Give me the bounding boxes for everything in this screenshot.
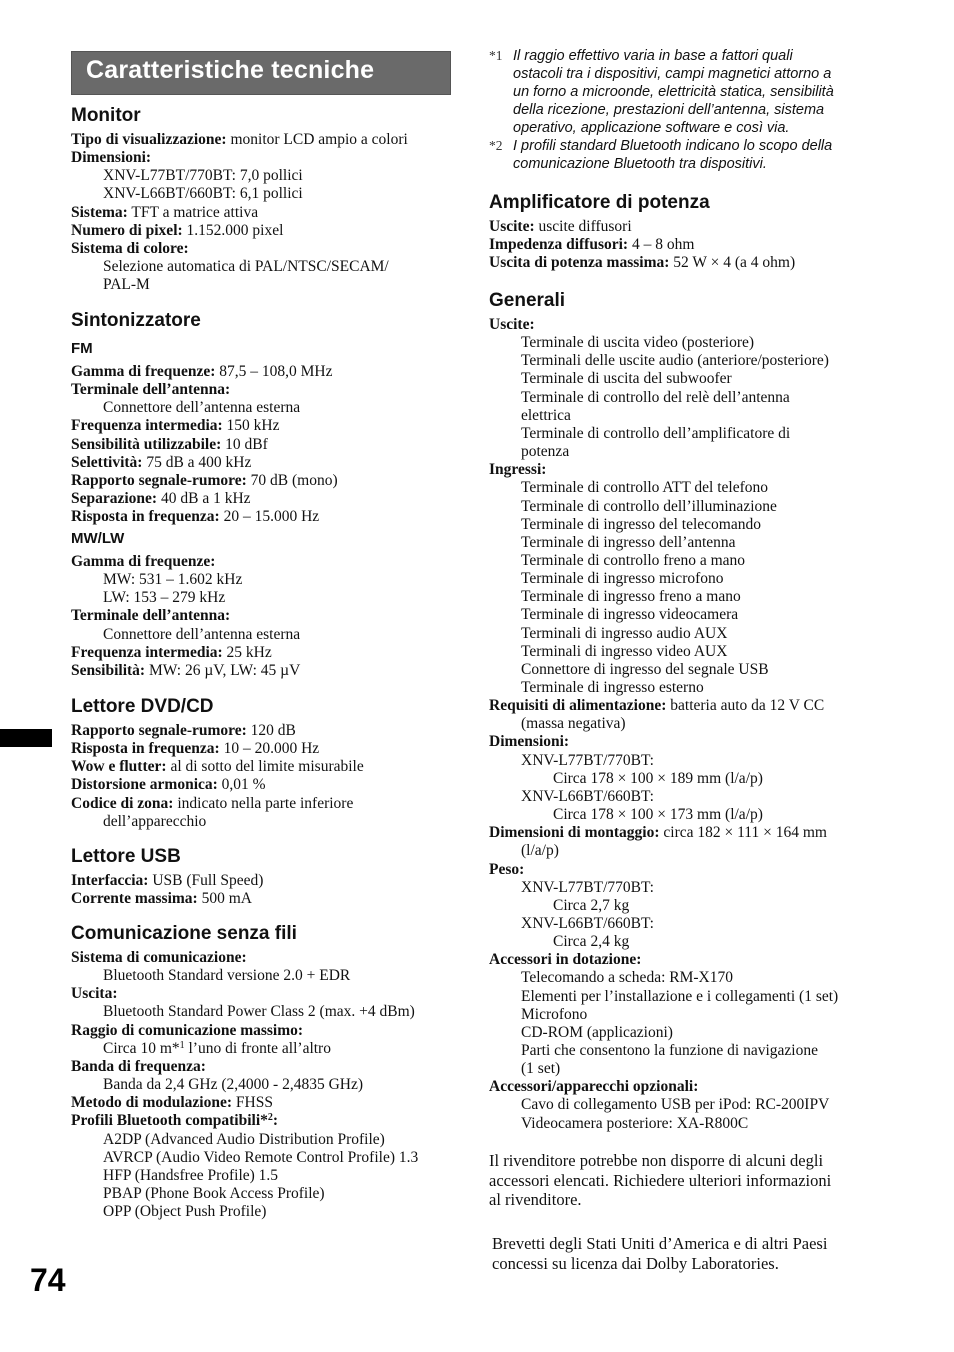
spec-row (521, 842, 559, 860)
spec-row (521, 969, 733, 987)
spec-value: dell’apparecchio (103, 812, 207, 830)
spec-row (71, 381, 230, 399)
spec-value: Connettore dell’antenna esterna (103, 625, 301, 643)
spec-value: Terminale di controllo ATT del telefono (521, 479, 768, 497)
spec-row (521, 334, 754, 352)
spec-row (103, 399, 300, 417)
footnote-marker: *2 (489, 138, 503, 153)
spec-value: al di sotto del limite misurabile (166, 758, 364, 776)
spec-label: Banda di frequenza: (71, 1057, 206, 1075)
spec-label: Separazione: (71, 490, 158, 508)
spec-row (521, 443, 569, 461)
spec-label: Impedenza diffusori: (489, 236, 629, 254)
spec-value: 500 mA (197, 890, 252, 908)
spec-row (71, 662, 300, 680)
spec-value: Cavo di collegamento USB per iPod: RC-200IPV (521, 1096, 830, 1114)
spec-row (71, 722, 296, 740)
spec-row (103, 967, 350, 985)
spec-label: Raggio di comunicazione massimo: (71, 1021, 304, 1039)
spec-row (521, 679, 704, 697)
spec-value: Terminale di ingresso microfono (521, 570, 724, 588)
spec-row (71, 508, 319, 526)
spec-row (521, 1115, 748, 1133)
heading-tuner: Sintonizzatore (71, 310, 201, 331)
spec-row (521, 425, 790, 443)
spec-label: Rapporto segnale-rumore: (71, 722, 247, 739)
spec-value: uscite diffusori (534, 218, 632, 235)
spec-value: Terminale di ingresso freno a mano (521, 588, 741, 606)
spec-value: XNV-L77BT/770BT: (521, 878, 654, 896)
spec-value: AVRCP (Audio Video Remote Control Profile) 1.3 (103, 1148, 419, 1166)
spec-label: Sensibilità utilizzabile: (71, 435, 222, 453)
spec-label: Wow e flutter: (71, 758, 167, 776)
spec-row (521, 988, 838, 1006)
spec-label: Uscita di potenza massima: (489, 254, 670, 272)
spec-row (521, 715, 626, 733)
spec-label: Risposta in frequenza: (71, 740, 220, 758)
spec-label: Distorsione armonica: (71, 776, 218, 794)
spec-row (71, 1058, 206, 1076)
spec-row (521, 625, 727, 643)
spec-value: Terminale di ingresso esterno (521, 679, 704, 696)
spec-value: A2DP (Advanced Audio Distribution Profile) (103, 1130, 385, 1148)
spec-label: Selettività: (71, 453, 143, 471)
spec-label: Peso: (489, 860, 525, 878)
spec-row (553, 770, 763, 788)
spec-label: Accessori in dotazione: (489, 951, 642, 969)
section-tab-marker (0, 729, 52, 747)
spec-row (71, 1022, 303, 1040)
spec-value: Bluetooth Standard Power Class 2 (max. +4 dBm) (103, 1003, 415, 1021)
spec-row (489, 254, 795, 272)
spec-value: XNV-L66BT/660BT: (521, 787, 654, 805)
spec-label: Rapporto segnale-rumore: (71, 471, 247, 489)
spec-row (103, 626, 300, 644)
spec-row (103, 589, 225, 607)
page-title: Caratteristiche tecniche (86, 56, 375, 84)
spec-label: Frequenza intermedia: (71, 417, 223, 435)
spec-value: HFP (Handsfree Profile) 1.5 (103, 1166, 279, 1184)
spec-row (71, 490, 251, 508)
spec-value: 10 dBf (221, 435, 268, 453)
spec-value: 25 kHz (222, 643, 272, 661)
spec-row (521, 1024, 673, 1042)
spec-label: Sistema di colore: (71, 239, 189, 257)
spec-row (553, 897, 629, 915)
spec-label: Gamma di frequenze: (71, 553, 216, 570)
spec-value: MW: 26 µV, LW: 45 µV (145, 661, 301, 679)
spec-label: Requisiti di alimentazione: (489, 697, 667, 715)
spec-label: Risposta in frequenza: (71, 508, 220, 526)
spec-value: 120 dB (246, 722, 296, 739)
heading-mwlw: MW/LW (71, 530, 125, 547)
page-number: 74 (30, 1262, 66, 1298)
spec-row (71, 553, 215, 571)
spec-value: Connettore dell’antenna esterna (103, 399, 301, 417)
spec-value: XNV-L77BT/770BT: 7,0 pollici (103, 167, 303, 185)
spec-row (103, 1003, 415, 1021)
spec-value: Elementi per l’installazione e i collegamenti (1 set) (521, 987, 839, 1005)
spec-value: TFT a matrice attiva (127, 203, 259, 221)
spec-row (521, 661, 769, 679)
spec-value: Terminale di ingresso videocamera (521, 606, 739, 624)
spec-value: potenza (521, 443, 570, 461)
spec-row (521, 1096, 829, 1114)
dealer-note: al rivenditore. (489, 1190, 582, 1209)
spec-label: Codice di zona: (71, 794, 174, 812)
spec-value: Terminale di controllo dell’illuminazione (521, 497, 777, 515)
spec-label: Frequenza intermedia: (71, 643, 223, 661)
spec-row (71, 204, 258, 222)
spec-row (71, 472, 338, 490)
dealer-note: Il rivenditore potrebbe non disporre di alcuni degli (489, 1151, 824, 1170)
spec-value: Terminali di ingresso audio AUX (521, 624, 728, 642)
spec-value: 87,5 – 108,0 MHz (215, 363, 333, 380)
spec-row (521, 643, 727, 661)
spec-value: indicato nella parte inferiore (173, 794, 354, 812)
spec-label: Dimensioni: (71, 149, 152, 167)
spec-value: 40 dB a 1 kHz (157, 490, 251, 508)
footnote-marker: *1 (489, 48, 503, 63)
spec-label: Ingressi: (489, 461, 547, 479)
spec-label: Terminale dell’antenna: (71, 607, 231, 625)
heading-dvd-cd: Lettore DVD/CD (71, 696, 214, 717)
spec-row (489, 316, 535, 334)
spec-value: 150 kHz (222, 417, 280, 435)
footnote-text: comunicazione Bluetooth tra dispositivi. (513, 156, 767, 172)
section-title-bar (71, 51, 451, 95)
spec-value: Circa 2,4 kg (553, 933, 630, 951)
spec-row (71, 740, 319, 758)
spec-label: Sistema di comunicazione: (71, 949, 247, 966)
spec-value: Terminale di ingresso dell’antenna (521, 533, 736, 551)
spec-value: CD-ROM (applicazioni) (521, 1023, 673, 1041)
spec-value: Microfono (521, 1005, 588, 1023)
spec-row (521, 552, 745, 570)
spec-value: batteria auto da 12 V CC (666, 697, 825, 715)
spec-value: Connettore di ingresso del segnale USB (521, 660, 769, 678)
patent-note: concessi su licenza dai Dolby Laboratories. (492, 1253, 779, 1273)
spec-value: elettrica (521, 406, 571, 424)
spec-row (71, 644, 272, 662)
spec-label: Dimensioni di montaggio: (489, 824, 660, 842)
spec-value: Telecomando a scheda: RM-X170 (521, 969, 733, 987)
spec-row (103, 1185, 325, 1203)
spec-value: Parti che consentono la funzione di navigazione (521, 1042, 818, 1059)
spec-value: 75 dB a 400 kHz (142, 453, 252, 471)
spec-value: LW: 153 – 279 kHz (103, 589, 226, 607)
spec-value: Circa 10 m*$^1$ l’uno di fronte all’altro (103, 1039, 331, 1057)
spec-row (71, 890, 252, 908)
spec-row (71, 436, 268, 454)
spec-value: (1 set) (521, 1060, 561, 1078)
spec-row (489, 733, 569, 751)
spec-row (489, 824, 827, 842)
spec-row (103, 185, 303, 203)
spec-value: Terminali di ingresso video AUX (521, 642, 728, 660)
spec-value: Terminale di uscita video (posteriore) (521, 334, 755, 352)
spec-value: Selezione automatica di PAL/NTSC/SECAM/ (103, 258, 389, 276)
spec-label: Uscita: (71, 985, 118, 1003)
spec-row (71, 776, 266, 794)
spec-row (103, 276, 150, 294)
spec-row (71, 1094, 273, 1112)
dealer-note: accessori elencati. Richiedere ulteriori informazioni (489, 1170, 832, 1190)
spec-label: Uscite: (489, 316, 535, 333)
spec-row (71, 131, 408, 149)
spec-value: (l/a/p) (521, 842, 559, 860)
spec-value: Circa 178 × 100 × 189 mm (l/a/p) (553, 769, 763, 787)
spec-value: XNV-L77BT/770BT: (521, 751, 654, 769)
spec-row (71, 222, 283, 240)
spec-row (71, 795, 353, 813)
heading-general: Generali (489, 290, 566, 311)
spec-row (521, 879, 654, 897)
spec-value: 0,01 % (217, 776, 266, 794)
spec-value: MW: 531 – 1.602 kHz (103, 571, 243, 589)
spec-value: USB (Full Speed) (148, 872, 264, 889)
spec-value: Circa 178 × 100 × 173 mm (l/a/p) (553, 806, 763, 824)
spec-row (489, 236, 694, 254)
spec-value: 70 dB (mono) (246, 471, 338, 489)
spec-row (489, 218, 632, 236)
spec-row (521, 389, 790, 407)
spec-label: Tipo di visualizzazione: (71, 131, 227, 148)
spec-row (489, 951, 641, 969)
heading-amplifier: Amplificatore di potenza (489, 192, 710, 213)
spec-row (103, 258, 389, 276)
spec-row (71, 949, 247, 967)
footnote-text: della ricezione, prestazioni dell’antenna, sistema (513, 102, 825, 118)
spec-value: Terminale di controllo dell’amplificatore di (521, 424, 791, 442)
spec-row (71, 607, 230, 625)
spec-value: OPP (Object Push Profile) (103, 1203, 267, 1221)
spec-row (103, 813, 206, 831)
spec-row (103, 571, 242, 589)
spec-label: Corrente massima: (71, 890, 198, 908)
spec-row (521, 352, 829, 370)
spec-value: Banda da 2,4 GHz (2,4000 - 2,4835 GHz) (103, 1076, 363, 1094)
spec-label: Accessori/apparecchi opzionali: (489, 1078, 699, 1096)
spec-value: 52 W × 4 (a 4 ohm) (669, 254, 796, 272)
spec-value: Terminale di ingresso del telecomando (521, 515, 761, 533)
spec-row (71, 1112, 278, 1130)
spec-row (521, 752, 654, 770)
spec-label: Sistema: (71, 203, 128, 221)
spec-value: Terminale di controllo del relè dell’antenna (521, 388, 790, 406)
spec-row (71, 363, 332, 381)
spec-row (71, 417, 280, 435)
spec-value: Terminale di controllo freno a mano (521, 551, 746, 569)
spec-value: Terminale di uscita del subwoofer (521, 370, 732, 388)
footnote-text: Il raggio effettivo varia in base a fattori quali (513, 48, 793, 64)
spec-value: PBAP (Phone Book Access Profile) (103, 1184, 325, 1202)
spec-row (521, 788, 654, 806)
spec-row (521, 1042, 818, 1060)
spec-row (103, 1203, 266, 1221)
spec-row (71, 985, 118, 1003)
spec-row (489, 861, 524, 879)
spec-row (489, 461, 546, 479)
spec-label: Dimensioni: (489, 733, 570, 751)
spec-label: Terminale dell’antenna: (71, 381, 231, 399)
spec-value: PAL-M (103, 276, 150, 294)
spec-label: Uscite: (489, 218, 535, 235)
footnote-text: operativo, applicazione software e così via. (513, 120, 790, 136)
footnote-text: ostacoli tra i dispositivi, campi magnetici attorno a (513, 66, 832, 82)
spec-label: Interfaccia: (71, 872, 149, 889)
spec-label: Profili Bluetooth compatibili*$^2$: (71, 1112, 279, 1130)
spec-row (521, 534, 736, 552)
spec-row (521, 1006, 587, 1024)
spec-row (71, 240, 189, 258)
spec-row (521, 479, 768, 497)
spec-row (521, 570, 724, 588)
footnote-text: I profili standard Bluetooth indicano lo scopo della (513, 138, 833, 154)
spec-value: Bluetooth Standard versione 2.0 + EDR (103, 967, 351, 985)
spec-row (521, 370, 732, 388)
spec-value: Terminali delle uscite audio (anteriore/posteriore) (521, 352, 829, 370)
spec-value: FHSS (232, 1094, 273, 1112)
spec-row (521, 606, 738, 624)
spec-label: Sensibilità: (71, 661, 146, 679)
spec-row (103, 1149, 418, 1167)
spec-row (103, 1131, 385, 1149)
spec-row (103, 1040, 331, 1058)
spec-row (489, 1078, 698, 1096)
heading-wireless: Comunicazione senza fili (71, 923, 297, 944)
heading-monitor: Monitor (71, 105, 141, 126)
spec-value: Videocamera posteriore: XA-R800C (521, 1114, 749, 1132)
patent-note: Brevetti degli Stati Uniti d’America e di altri Paesi (492, 1234, 828, 1253)
spec-value: XNV-L66BT/660BT: (521, 914, 654, 932)
spec-value: 20 – 15.000 Hz (219, 508, 320, 526)
spec-row (521, 1060, 560, 1078)
spec-row (553, 933, 629, 951)
spec-row (521, 407, 571, 425)
spec-row (521, 498, 777, 516)
spec-value: circa 182 × 111 × 164 mm (659, 824, 827, 842)
spec-row (521, 516, 761, 534)
spec-value: 4 – 8 ohm (628, 236, 695, 254)
spec-row (553, 806, 763, 824)
spec-row (521, 915, 654, 933)
spec-row (103, 1076, 363, 1094)
spec-row (489, 697, 824, 715)
spec-label: Numero di pixel: (71, 221, 183, 239)
spec-label: Metodo di modulazione: (71, 1094, 233, 1112)
heading-usb: Lettore USB (71, 846, 181, 867)
spec-value: monitor LCD ampio a colori (226, 131, 408, 148)
spec-row (71, 454, 251, 472)
spec-row (103, 1167, 278, 1185)
heading-fm: FM (71, 340, 93, 357)
spec-value: 1.152.000 pixel (182, 221, 284, 239)
spec-row (71, 872, 263, 890)
spec-value: (massa negativa) (521, 715, 626, 733)
spec-row (521, 588, 741, 606)
spec-value: XNV-L66BT/660BT: 6,1 pollici (103, 185, 303, 203)
spec-row (71, 758, 364, 776)
spec-value: 10 – 20.000 Hz (219, 740, 320, 758)
footnote-text: un forno a microonde, elettricità statica, sensibilità (513, 84, 834, 100)
spec-row (71, 149, 151, 167)
spec-label: Gamma di frequenze: (71, 363, 216, 380)
spec-value: Circa 2,7 kg (553, 896, 630, 914)
spec-row (103, 167, 303, 185)
